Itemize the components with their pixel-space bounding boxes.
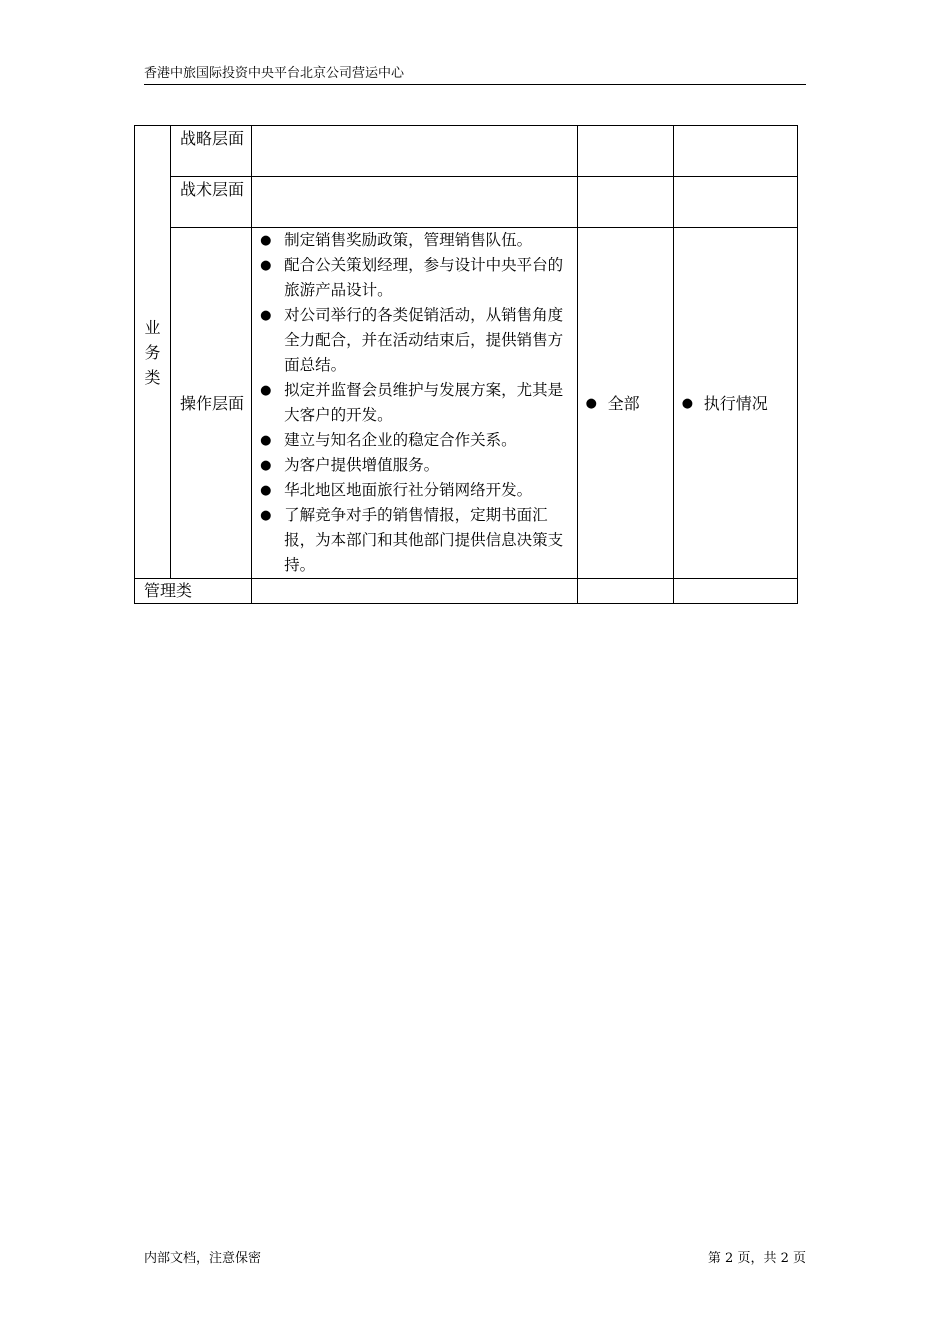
eval-text: 执行情况: [703, 393, 768, 413]
desc-management: [252, 579, 577, 604]
scope-strategy: [577, 126, 673, 177]
list-item: [252, 253, 572, 303]
eval-management: [673, 579, 797, 604]
table-row: [135, 579, 798, 604]
bullet-dot-icon: ●: [260, 233, 272, 248]
eval-strategy: [673, 126, 797, 177]
bullet-dot-icon: ●: [260, 508, 272, 523]
duty-text: 建立与知名企业的稳定合作关系。: [284, 431, 517, 449]
list-item: [252, 228, 572, 253]
duty-text: 对公司举行的各类促销活动，从销售角度全力配合，并在活动结束后，提供销售方面总结。: [284, 306, 564, 374]
list-item: [252, 428, 572, 453]
level-operation: 操作层面: [171, 228, 252, 579]
scope-text: 全部: [607, 393, 640, 413]
bullet-dot-icon: ●: [260, 483, 272, 498]
footer-page-number: 第 2 页，共 2 页: [707, 1251, 806, 1266]
category-char: 务: [144, 342, 161, 362]
desc-operation: [252, 228, 577, 579]
duty-text: 华北地区地面旅行社分销网络开发。: [284, 481, 533, 499]
bullet-dot-icon: ●: [260, 258, 272, 273]
eval-tactics: [673, 177, 797, 228]
bullet-dot-icon: ●: [260, 383, 272, 398]
table-row: [135, 228, 798, 579]
duty-list: [252, 228, 576, 578]
footer-confidential: 内部文档，注意保密: [144, 1251, 262, 1266]
page-header: [144, 64, 806, 85]
duty-text: 制定销售奖励政策，管理销售队伍。: [284, 231, 533, 249]
bullet-dot-icon: ●: [681, 395, 694, 411]
job-duty-table: [134, 125, 798, 604]
bullet-dot-icon: ●: [585, 395, 597, 411]
category-management-cell: 管理类: [135, 579, 252, 604]
level-strategy: 战略层面: [171, 126, 252, 177]
duty-text: 配合公关策划经理，参与设计中央平台的旅游产品设计。: [284, 256, 564, 299]
desc-tactics: [252, 177, 577, 228]
desc-strategy: [252, 126, 577, 177]
category-char: 业: [144, 317, 161, 337]
bullet-dot-icon: ●: [260, 308, 272, 323]
table-row: [135, 126, 798, 177]
list-item: [252, 303, 572, 378]
scope-management: [577, 579, 673, 604]
level-tactics: 战术层面: [171, 177, 252, 228]
scope-tactics: [577, 177, 673, 228]
bullet-dot-icon: ●: [260, 458, 272, 473]
duty-text: 为客户提供增值服务。: [284, 456, 440, 474]
eval-operation: [673, 228, 797, 579]
list-item: [252, 503, 572, 578]
scope-operation: [577, 228, 673, 579]
bullet-dot-icon: ●: [260, 433, 272, 448]
duty-text: 了解竞争对手的销售情报，定期书面汇报，为本部门和其他部门提供信息决策支持。: [284, 506, 564, 574]
category-char: 类: [144, 367, 161, 387]
list-item: [252, 378, 572, 428]
list-item: [252, 453, 572, 478]
duty-text: 拟定并监督会员维护与发展方案，尤其是大客户的开发。: [284, 381, 564, 424]
table-row: [135, 177, 798, 228]
list-item: [252, 478, 572, 503]
category-business-cell: [135, 126, 171, 579]
header-title: 香港中旅国际投资中央平台北京公司营运中心: [144, 66, 405, 81]
